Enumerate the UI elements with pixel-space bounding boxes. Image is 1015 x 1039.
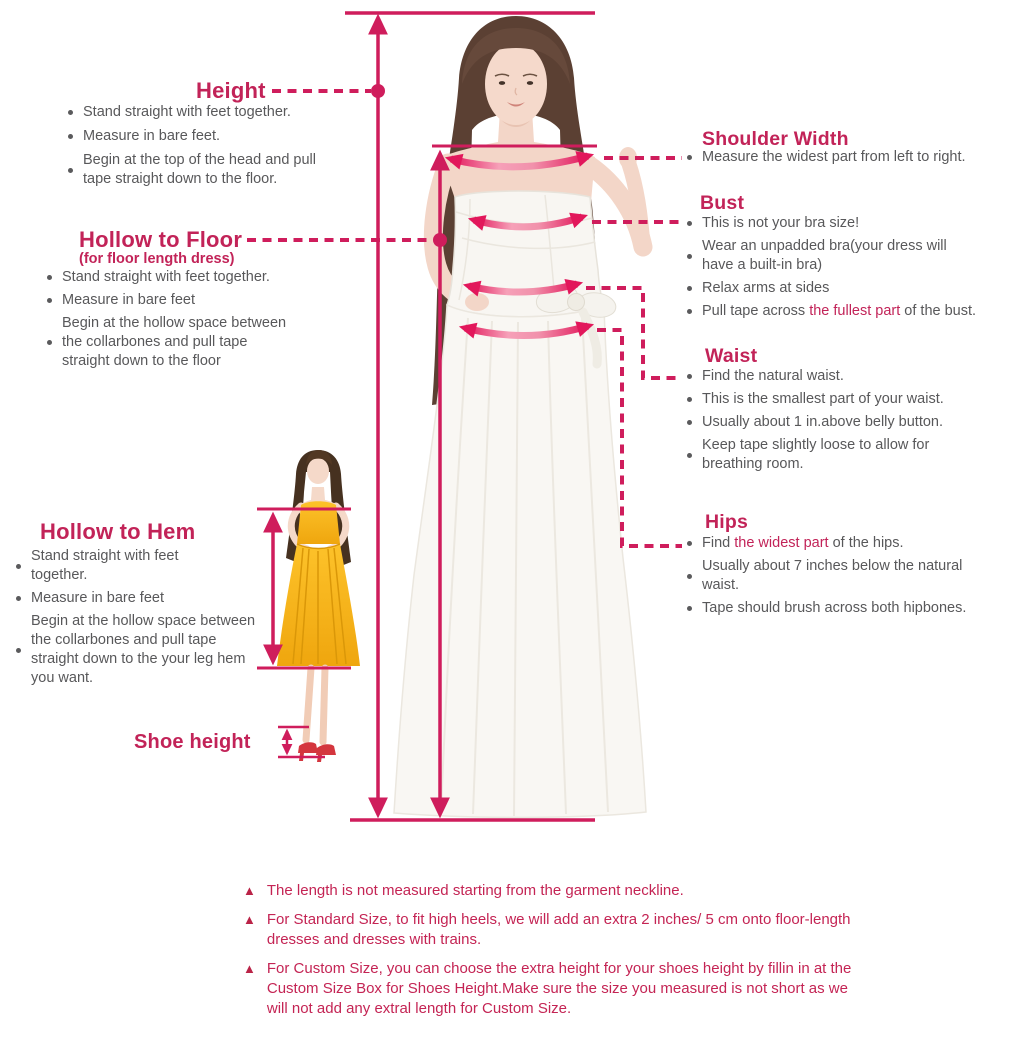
model-large-illustration <box>394 16 646 817</box>
leg-right-small <box>323 668 325 742</box>
height-instructions <box>68 103 330 194</box>
waist-instructions <box>687 367 992 478</box>
bullet-dot <box>16 564 21 569</box>
height-title: Height <box>196 78 266 103</box>
model-small-illustration <box>277 450 360 762</box>
height-connector-dot <box>371 84 385 98</box>
bullet-dot <box>47 298 52 303</box>
bullet-dot <box>687 374 692 379</box>
triangle-bullet-icon: ▲ <box>243 883 256 898</box>
hollow-to-floor-instructions <box>47 268 297 375</box>
face <box>485 43 547 125</box>
bullet-dot <box>16 648 21 653</box>
bullet-dot <box>68 168 73 173</box>
bullet-dot <box>687 286 692 291</box>
list-item: Usually about 7 inches below the natural waist. <box>687 557 987 595</box>
list-item: Measure in bare feet <box>47 291 297 310</box>
shoe-height-title: Shoe height <box>134 731 251 753</box>
bust-instructions <box>687 214 977 325</box>
triangle-bullet-icon: ▲ <box>243 961 256 976</box>
bullet-dot <box>687 453 692 458</box>
list-item: Wear an unpadded bra(your dress will have a built-in bra) <box>687 237 967 275</box>
bullet-dot <box>687 254 692 259</box>
footnotes <box>243 881 923 1028</box>
list-item: Tape should brush across both hipbones. <box>687 599 987 618</box>
list-item: Begin at the hollow space between the collarbones and pull tape straight down to the floor <box>47 314 297 371</box>
list-item: Stand straight with feet together. <box>16 547 262 585</box>
note-item: ▲ For Standard Size, to fit high heels, we will add an extra 2 inches/ 5 cm onto floor-length dresses and dresses with trains. <box>243 911 851 948</box>
hollow-to-floor-subtitle: (for floor length dress) <box>79 251 235 267</box>
triangle-bullet-icon: ▲ <box>243 912 256 927</box>
bullet-dot <box>687 541 692 546</box>
list-item: Measure the widest part from left to right. <box>687 148 1015 167</box>
bullet-dot <box>47 340 52 345</box>
list-item: Measure in bare feet <box>16 589 262 608</box>
bullet-dot <box>687 574 692 579</box>
face-small <box>307 458 329 484</box>
waist-title: Waist <box>705 345 758 367</box>
bullet-dot <box>687 221 692 226</box>
hips-instructions <box>687 534 987 622</box>
shoulder-width-title: Shoulder Width <box>702 128 849 150</box>
list-item: Stand straight with feet together. <box>47 268 297 287</box>
bullet-dot <box>687 420 692 425</box>
list-item: Begin at the hollow space between the collarbones and pull tape straight down to the your leg hem you want. <box>16 612 262 688</box>
hand-left-on-hip <box>465 293 489 311</box>
list-item: Pull tape across the fullest part of the bust. <box>687 302 967 321</box>
bullet-dot <box>687 155 692 160</box>
list-item: Find the widest part of the hips. <box>687 534 987 553</box>
highlighted-text: the fullest part <box>809 303 901 319</box>
dress-skirt <box>394 305 646 817</box>
list-item: Stand straight with feet together. <box>68 103 330 122</box>
list-item: This is not your bra size! <box>687 214 967 233</box>
eye-right <box>527 81 533 85</box>
hollow-to-hem-title: Hollow to Hem <box>40 519 196 544</box>
list-item: Find the natural waist. <box>687 367 992 386</box>
list-item: Relax arms at sides <box>687 279 967 298</box>
hollow-to-floor-title: Hollow to Floor <box>79 227 243 252</box>
hips-title: Hips <box>705 511 749 533</box>
bullet-dot <box>47 275 52 280</box>
note-item: ▲ For Custom Size, you can choose the extra height for your shoes height by fillin in at the Custom Size Box for Shoes Height.Make sure the size you measured is not short as we will not add any extral length for Custom Size. <box>243 960 852 1017</box>
bullet-dot <box>687 606 692 611</box>
bullet-dot <box>68 110 73 115</box>
bust-title: Bust <box>700 192 745 214</box>
highlighted-text: the widest part <box>734 535 829 551</box>
note-item: ▲ The length is not measured starting from the garment neckline. <box>243 882 684 899</box>
list-item: Usually about 1 in.above belly button. <box>687 413 992 432</box>
eye-left <box>499 81 505 85</box>
list-item: Begin at the top of the head and pull tape straight down to the floor. <box>68 151 330 189</box>
list-item: Measure in bare feet. <box>68 127 330 146</box>
leg-left-small <box>306 668 311 740</box>
bullet-dot <box>687 309 692 314</box>
bullet-dot <box>68 134 73 139</box>
shoulder-width-instructions <box>687 148 1015 171</box>
bullet-dot <box>687 397 692 402</box>
bullet-dot <box>16 596 21 601</box>
hollow-connector-dot <box>433 233 447 247</box>
hollow-to-hem-instructions <box>16 547 262 692</box>
red-heels <box>298 742 336 762</box>
list-item: Keep tape slightly loose to allow for breathing room. <box>687 436 992 474</box>
list-item: This is the smallest part of your waist. <box>687 390 992 409</box>
